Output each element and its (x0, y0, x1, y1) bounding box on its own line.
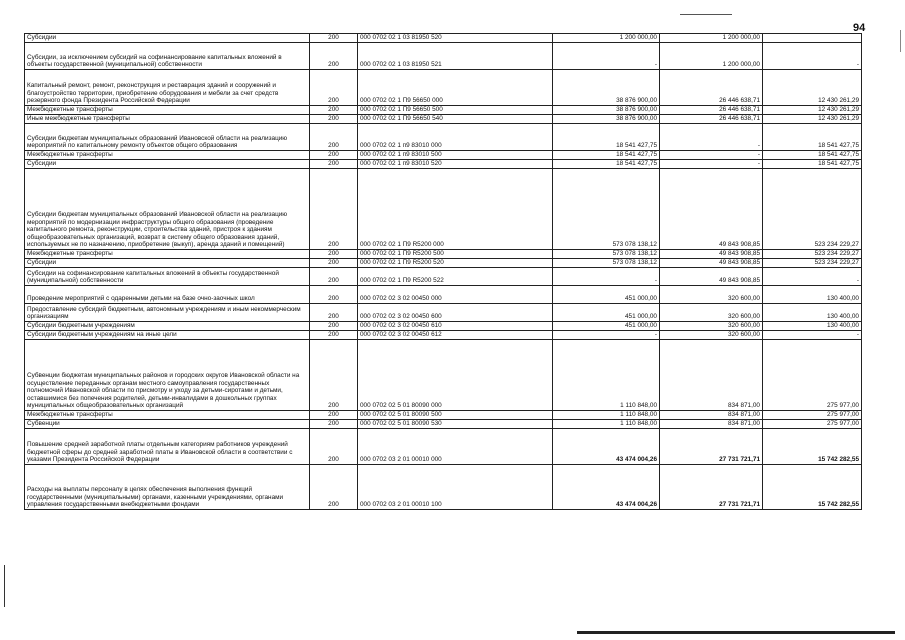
page-number: 94 (853, 22, 866, 34)
row-code: 200 (310, 169, 358, 250)
row-approved: 451 000,00 (553, 286, 660, 304)
row-kbk: 000 0702 02 1 п9 83010 000 (358, 124, 553, 151)
table-row (25, 304, 862, 322)
row-remainder: 18 541 427,75 (763, 124, 862, 151)
row-name: Субсидии бюджетным учреждениям (25, 322, 310, 331)
row-name: Субсидии (25, 34, 310, 43)
table-row (25, 160, 862, 169)
row-kbk: 000 0702 02 1 П9 R5200 500 (358, 250, 553, 259)
row-remainder: 15 742 282,55 (763, 429, 862, 465)
row-code: 200 (310, 411, 358, 420)
table-row (25, 465, 862, 510)
scan-mark (4, 565, 5, 607)
row-remainder: 523 234 229,27 (763, 259, 862, 268)
table-row (25, 340, 862, 411)
row-kbk: 000 0702 02 1 п9 83010 500 (358, 151, 553, 160)
row-name: Предоставление субсидий бюджетным, автономным учреждениям и иным некоммерческим организациям (25, 304, 310, 322)
row-executed: 49 843 908,85 (660, 259, 763, 268)
scan-mark (900, 30, 901, 52)
row-code: 200 (310, 286, 358, 304)
row-name: Межбюджетные трансферты (25, 411, 310, 420)
row-approved: 18 541 427,75 (553, 151, 660, 160)
row-name: Субсидии (25, 259, 310, 268)
row-code: 200 (310, 465, 358, 510)
row-approved: 38 876 900,00 (553, 115, 660, 124)
table-row (25, 420, 862, 429)
row-approved: 1 110 848,00 (553, 420, 660, 429)
bottom-rule (577, 631, 895, 634)
row-code: 200 (310, 34, 358, 43)
row-executed: - (660, 151, 763, 160)
row-name: Субсидии бюджетным учреждениям на иные цели (25, 331, 310, 340)
row-approved: 38 876 900,00 (553, 106, 660, 115)
row-approved: 1 110 848,00 (553, 411, 660, 420)
row-remainder: 275 977,00 (763, 420, 862, 429)
row-approved: 43 474 004,26 (553, 429, 660, 465)
row-remainder: - (763, 268, 862, 286)
row-remainder: 18 541 427,75 (763, 151, 862, 160)
row-remainder: - (763, 43, 862, 70)
row-code: 200 (310, 259, 358, 268)
row-executed: 834 871,00 (660, 411, 763, 420)
row-kbk: 000 0702 02 1 03 81950 521 (358, 43, 553, 70)
row-name: Субвенции бюджетам муниципальных районов и городских округов Ивановской области на осуществление переданных органам местного самоуправления государственных полномочий Ивановской области по присмотру и уходу за детьми-сиротами и детьми, оставшимися без попечения родителей, детьми-инвалидами в дошкольных группах муниципальных общеобразовательных организаций (25, 340, 310, 411)
row-kbk: 000 0702 02 1 03 81950 520 (358, 34, 553, 43)
table-row (25, 322, 862, 331)
budget-table-body (25, 34, 862, 510)
table-row (25, 259, 862, 268)
row-name: Субсидии на софинансирование капитальных вложений в объекты государственной (муниципальной) собственности (25, 268, 310, 286)
row-kbk: 000 0702 02 5 01 80090 000 (358, 340, 553, 411)
row-approved: - (553, 43, 660, 70)
row-kbk: 000 0702 02 3 02 00450 600 (358, 304, 553, 322)
row-executed: 49 843 908,85 (660, 169, 763, 250)
row-name: Расходы на выплаты персоналу в целях обеспечения выполнения функций государственными (муниципальными) органами, казенными учреждениями, органами управления государственными внебюджетными фондами (25, 465, 310, 510)
table-row (25, 331, 862, 340)
row-code: 200 (310, 160, 358, 169)
row-code: 200 (310, 340, 358, 411)
row-kbk: 000 0702 02 1 П9 R5200 000 (358, 169, 553, 250)
row-code: 200 (310, 322, 358, 331)
row-approved: 1 110 848,00 (553, 340, 660, 411)
row-executed: 26 446 638,71 (660, 115, 763, 124)
row-name: Проведение мероприятий с одаренными детьми на базе очно-заочных школ (25, 286, 310, 304)
table-row (25, 106, 862, 115)
table-row (25, 115, 862, 124)
table-row (25, 411, 862, 420)
table-row (25, 70, 862, 106)
row-remainder: 18 541 427,75 (763, 160, 862, 169)
row-executed: 320 600,00 (660, 331, 763, 340)
row-approved: 43 474 004,26 (553, 465, 660, 510)
table-row (25, 43, 862, 70)
row-name: Субсидии (25, 160, 310, 169)
row-name: Субсидии бюджетам муниципальных образований Ивановской области на реализацию мероприятий по капитальному ремонту объектов общего образования (25, 124, 310, 151)
row-code: 200 (310, 70, 358, 106)
row-code: 200 (310, 124, 358, 151)
row-approved: 451 000,00 (553, 304, 660, 322)
row-name: Субвенции (25, 420, 310, 429)
table-row (25, 268, 862, 286)
table-row (25, 250, 862, 259)
row-executed: 49 843 908,85 (660, 268, 763, 286)
table-row (25, 151, 862, 160)
row-code: 200 (310, 106, 358, 115)
row-remainder: 275 977,00 (763, 340, 862, 411)
row-remainder: 130 400,00 (763, 322, 862, 331)
row-approved: 38 876 900,00 (553, 70, 660, 106)
row-kbk: 000 0702 02 3 02 00450 612 (358, 331, 553, 340)
row-remainder: 130 400,00 (763, 286, 862, 304)
row-code: 200 (310, 151, 358, 160)
row-approved: 451 000,00 (553, 322, 660, 331)
table-row (25, 169, 862, 250)
row-kbk: 000 0702 02 1 П9 R5200 520 (358, 259, 553, 268)
row-code: 200 (310, 268, 358, 286)
row-executed: 320 600,00 (660, 322, 763, 331)
row-executed: 26 446 638,71 (660, 106, 763, 115)
row-remainder (763, 34, 862, 43)
row-kbk: 000 0702 02 1 П9 56650 540 (358, 115, 553, 124)
row-executed: 320 600,00 (660, 286, 763, 304)
row-approved: 573 078 138,12 (553, 169, 660, 250)
row-name: Межбюджетные трансферты (25, 106, 310, 115)
row-kbk: 000 0702 02 3 02 00450 000 (358, 286, 553, 304)
row-remainder: 130 400,00 (763, 304, 862, 322)
table-row (25, 286, 862, 304)
row-executed: 834 871,00 (660, 340, 763, 411)
row-kbk: 000 0702 03 2 01 00010 000 (358, 429, 553, 465)
row-name: Межбюджетные трансферты (25, 250, 310, 259)
table-row (25, 34, 862, 43)
row-executed: 26 446 638,71 (660, 70, 763, 106)
table-row (25, 124, 862, 151)
row-kbk: 000 0702 02 3 02 00450 610 (358, 322, 553, 331)
row-approved: 573 078 138,12 (553, 259, 660, 268)
row-approved: - (553, 268, 660, 286)
row-remainder: - (763, 331, 862, 340)
row-code: 200 (310, 304, 358, 322)
row-code: 200 (310, 43, 358, 70)
row-executed: - (660, 124, 763, 151)
row-executed: 320 600,00 (660, 304, 763, 322)
row-executed: 49 843 908,85 (660, 250, 763, 259)
row-code: 200 (310, 250, 358, 259)
row-code: 200 (310, 429, 358, 465)
row-remainder: 523 234 229,27 (763, 250, 862, 259)
row-approved: 1 200 000,00 (553, 34, 660, 43)
top-rule (680, 14, 732, 15)
row-executed: 1 200 000,00 (660, 34, 763, 43)
row-executed: 834 871,00 (660, 420, 763, 429)
row-name: Повышение средней заработной платы отдельным категориям работников учреждений бюджетной сферы до средней заработной платы в Ивановской области в соответствии с указами Президента Российской Федерации (25, 429, 310, 465)
row-approved: 18 541 427,75 (553, 160, 660, 169)
row-kbk: 000 0702 02 1 П9 56650 500 (358, 106, 553, 115)
row-executed: - (660, 160, 763, 169)
row-kbk: 000 0702 02 1 п9 83010 520 (358, 160, 553, 169)
row-name: Субсидии, за исключением субсидий на софинансирование капитальных вложений в объекты государственной (муниципальной) собственности (25, 43, 310, 70)
row-kbk: 000 0702 02 5 01 80090 500 (358, 411, 553, 420)
row-code: 200 (310, 115, 358, 124)
row-name: Субсидии бюджетам муниципальных образований Ивановской области на реализацию мероприятий по модернизации инфраструктуры общего образования (проведение капитального ремонта, реконструкции, строительства зданий, пристроя к зданиям общеобразовательных организаций, возврат в систему общего образования зданий, используемых не по назначению, приобретение (выкуп), аренда зданий и помещений) (25, 169, 310, 250)
row-kbk: 000 0702 02 1 П9 R5200 522 (358, 268, 553, 286)
row-code: 200 (310, 420, 358, 429)
budget-table (24, 33, 862, 510)
row-name: Иные межбюджетные трансферты (25, 115, 310, 124)
row-remainder: 12 430 261,29 (763, 70, 862, 106)
row-name: Межбюджетные трансферты (25, 151, 310, 160)
row-code: 200 (310, 331, 358, 340)
row-remainder: 15 742 282,55 (763, 465, 862, 510)
row-kbk: 000 0702 02 5 01 80090 530 (358, 420, 553, 429)
row-remainder: 275 977,00 (763, 411, 862, 420)
row-approved: - (553, 331, 660, 340)
row-name: Капитальный ремонт, ремонт, реконструкция и реставрация зданий и сооружений и благоустройство территории, приобретение оборудования и мебели за счет средств резервного фонда Президента Российской Федерации (25, 70, 310, 106)
row-remainder: 523 234 229,27 (763, 169, 862, 250)
row-remainder: 12 430 261,29 (763, 106, 862, 115)
row-executed: 27 731 721,71 (660, 429, 763, 465)
row-remainder: 12 430 261,29 (763, 115, 862, 124)
row-executed: 1 200 000,00 (660, 43, 763, 70)
row-executed: 27 731 721,71 (660, 465, 763, 510)
row-approved: 573 078 138,12 (553, 250, 660, 259)
row-kbk: 000 0702 03 2 01 00010 100 (358, 465, 553, 510)
row-kbk: 000 0702 02 1 П9 56650 000 (358, 70, 553, 106)
row-approved: 18 541 427,75 (553, 124, 660, 151)
table-row (25, 429, 862, 465)
